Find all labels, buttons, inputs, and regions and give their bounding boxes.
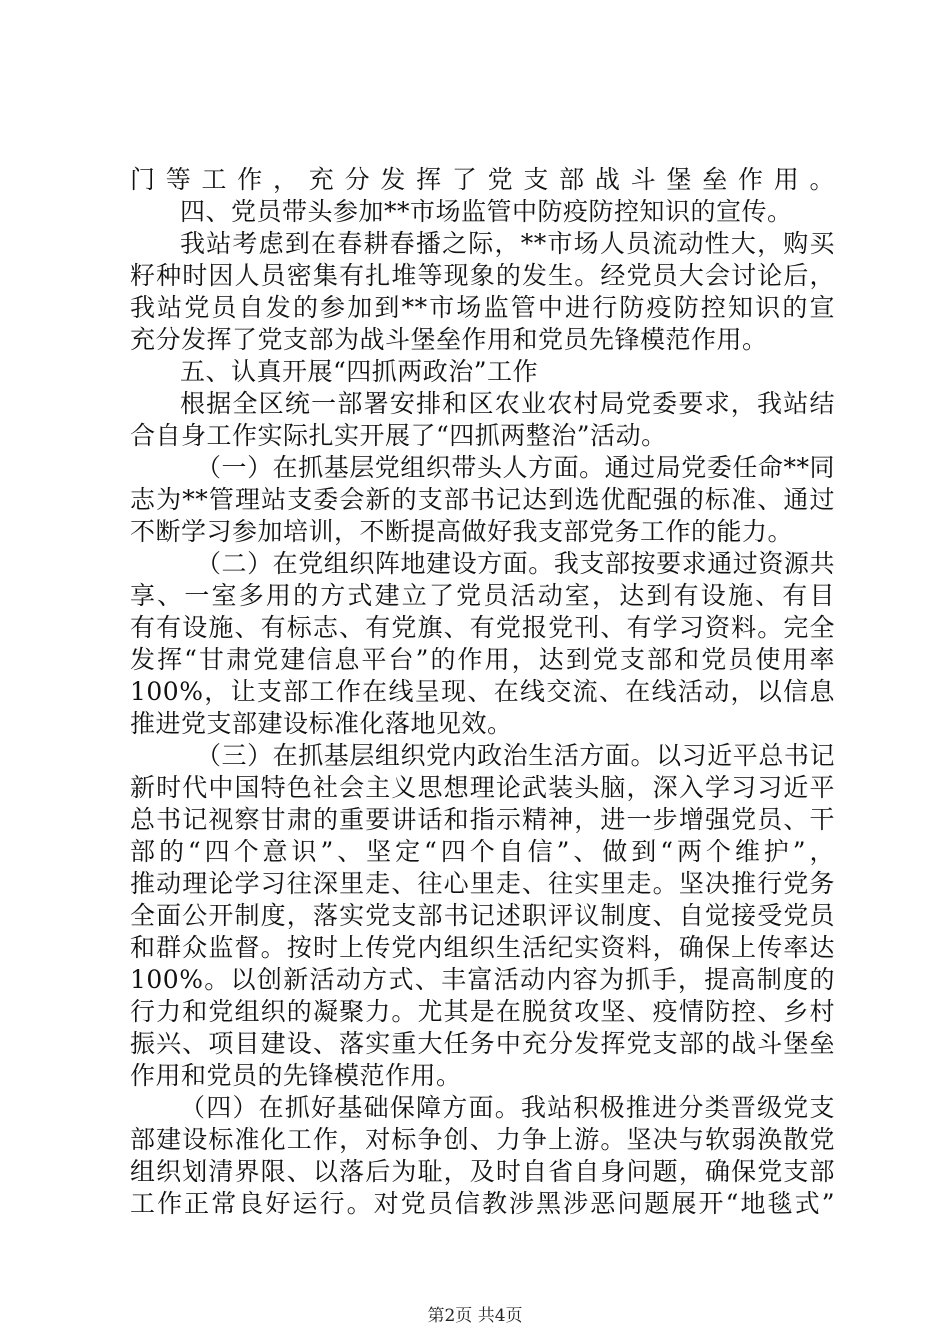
text-line: 部建设标准化工作，对标争创、力争上游。坚决与软弱涣散党 bbox=[130, 1125, 835, 1154]
text-line: （一）在抓基层党组织带头人方面。通过局党委任命**同 bbox=[196, 453, 835, 482]
text-line: 推进党支部建设标准化落地见效。 bbox=[130, 709, 513, 738]
text-line: 我站考虑到在春耕春播之际，**市场人员流动性大，购买 bbox=[180, 229, 835, 258]
page-number-footer: 第2页 共4页 bbox=[427, 1306, 523, 1326]
text-line: 总书记视察甘肃的重要讲话和指示精神，进一步增强党员、干 bbox=[130, 805, 835, 834]
text-line: 合自身工作实际扎实开展了“四抓两整治”活动。 bbox=[130, 421, 667, 450]
text-line: （二）在党组织阵地建设方面。我支部按要求通过资源共 bbox=[196, 549, 835, 578]
text-line: 100%。以创新活动方式、丰富活动内容为抓手，提高制度的 bbox=[130, 965, 835, 994]
text-line: 和群众监督。按时上传党内组织生活纪实资料，确保上传率达 bbox=[130, 933, 835, 962]
text-line: （四）在抓好基础保障方面。我站积极推进分类晋级党支 bbox=[180, 1093, 835, 1122]
text-line: 推动理论学习往深里走、往心里走、往实里走。坚决推行党务 bbox=[130, 869, 835, 898]
text-line: 籽种时因人员密集有扎堆等现象的发生。经党员大会讨论后， bbox=[130, 261, 835, 290]
text-line: 100%，让支部工作在线呈现、在线交流、在线活动，以信息 bbox=[130, 677, 835, 706]
text-line: 发挥“甘肃党建信息平台”的作用，达到党支部和党员使用率 bbox=[130, 645, 835, 674]
section-heading: 四、党员带头参加**市场监管中防疫防控知识的宣传。 bbox=[180, 197, 793, 226]
text-line: 作用和党员的先锋模范作用。 bbox=[130, 1061, 462, 1090]
text-line: 充分发挥了党支部为战斗堡垒作用和党员先锋模范作用。 bbox=[130, 325, 768, 354]
text-line: 志为**管理站支委会新的支部书记达到选优配强的标准、通过 bbox=[130, 485, 835, 514]
document-body bbox=[130, 164, 835, 1220]
text-line: 新时代中国特色社会主义思想理论武装头脑，深入学习习近平 bbox=[130, 773, 835, 802]
section-heading: 五、认真开展“四抓两政治”工作 bbox=[180, 357, 539, 386]
text-line: 组织划清界限、以落后为耻，及时自省自身问题，确保党支部 bbox=[130, 1157, 835, 1186]
text-line: 工作正常良好运行。对党员信教涉黑涉恶问题展开“地毯式” bbox=[130, 1189, 835, 1218]
text-line: 不断学习参加培训，不断提高做好我支部党务工作的能力。 bbox=[130, 517, 794, 546]
text-line: 享、一室多用的方式建立了党员活动室，达到有设施、有目 bbox=[130, 581, 835, 610]
text-line: 部的“四个意识”、坚定“四个自信”、做到“两个维护”， bbox=[130, 837, 835, 866]
text-line: （三）在抓基层组织党内政治生活方面。以习近平总书记 bbox=[196, 741, 835, 770]
text-line: 全面公开制度，落实党支部书记述职评议制度、自觉接受党员 bbox=[130, 901, 835, 930]
text-line: 振兴、项目建设、落实重大任务中充分发挥党支部的战斗堡垒 bbox=[130, 1029, 835, 1058]
text-line: 有有设施、有标志、有党旗、有党报党刊、有学习资料。完全 bbox=[130, 613, 835, 642]
text-line: 我站党员自发的参加到**市场监管中进行防疫防控知识的宣 bbox=[130, 293, 835, 322]
text-line: 根据全区统一部署安排和区农业农村局党委要求，我站结 bbox=[180, 389, 835, 418]
text-line: 行力和党组织的凝聚力。尤其是在脱贫攻坚、疫情防控、乡村 bbox=[130, 997, 835, 1026]
text-line: 门等工作，充分发挥了党支部战斗堡垒作用。 bbox=[130, 165, 835, 194]
